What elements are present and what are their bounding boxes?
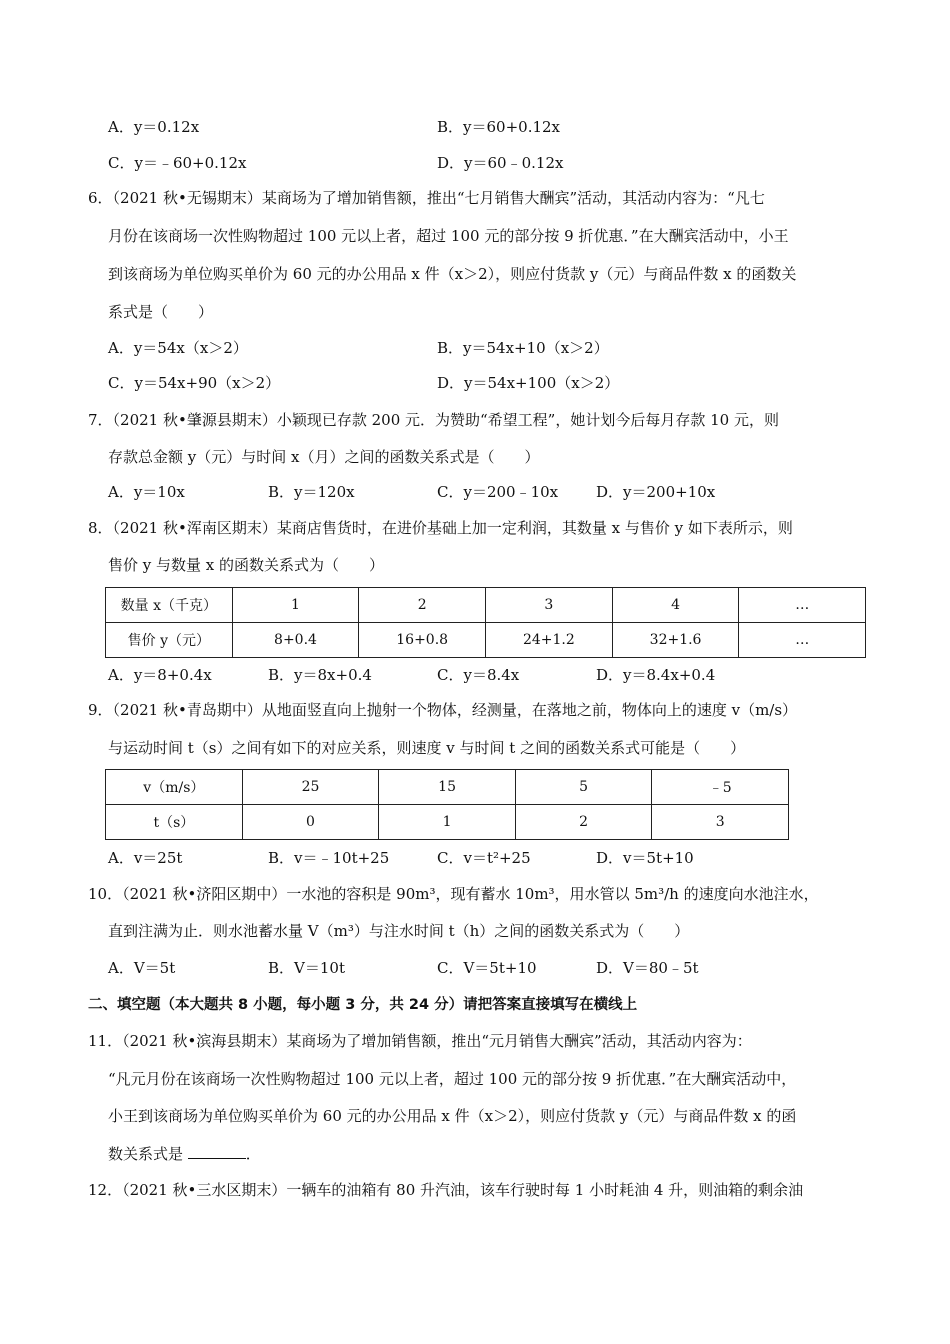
q11-answer-blank[interactable] <box>188 1143 246 1159</box>
q8-cell: 16+0.8 <box>359 623 486 658</box>
q6-option-b: B．y＝54x+10（x＞2） <box>437 339 609 357</box>
q6-option-a: A．y＝54x（x＞2） <box>108 339 248 357</box>
q5-option-a: A．y＝0.12x <box>108 118 200 136</box>
q8-cell: 3 <box>486 588 613 623</box>
q9-line-2: 与运动时间 t（s）之间有如下的对应关系，则速度 v 与时间 t 之间的函数关系式可能是（ ） <box>108 739 746 757</box>
q9-table-row-time <box>106 805 789 840</box>
q9-option-d: D．v＝5t+10 <box>596 849 694 867</box>
q8-cell: 2 <box>359 588 486 623</box>
q11-line-3: 小王到该商场为单位购买单价为 60 元的办公用品 x 件（x＞2），则应付货款 y（元）与商品件数 x 的函 <box>108 1107 797 1125</box>
q8-option-b: B．y＝8x+0.4 <box>268 666 372 684</box>
q9-option-a: A．v＝25t <box>108 849 183 867</box>
q10-option-c: C．V＝5t+10 <box>437 959 537 977</box>
q5-option-d: D．y＝60﹣0.12x <box>437 154 564 172</box>
q7-option-a: A．y＝10x <box>108 483 185 501</box>
q7-line-1: 7．（2021 秋•肇源县期末）小颖现已存款 200 元．为赞助“希望工程”，她计划今后每月存款 10 元，则 <box>88 411 779 429</box>
q8-option-c: C．y＝8.4x <box>437 666 520 684</box>
q6-option-c: C．y＝54x+90（x＞2） <box>108 374 281 392</box>
q6-line-1: 6．（2021 秋•无锡期末）某商场为了增加销售额，推出“七月销售大酬宾”活动，其活动内容为：“凡七 <box>88 189 765 207</box>
q8-cell: 24+1.2 <box>486 623 613 658</box>
q9-cell: 3 <box>652 805 789 840</box>
q8-table <box>105 587 866 658</box>
q9-option-b: B．v＝﹣10t+25 <box>268 849 390 867</box>
q8-cell: … <box>739 588 866 623</box>
q11-line-4-text: 数关系式是 <box>108 1145 184 1163</box>
q8-cell: 售价 y（元） <box>106 623 233 658</box>
q9-cell: t（s） <box>106 805 243 840</box>
q8-table-row-quantity <box>106 588 866 623</box>
q7-option-c: C．y＝200﹣10x <box>437 483 559 501</box>
q8-line-1: 8．（2021 秋•浑南区期末）某商店售货时，在进价基础上加一定利润，其数量 x 与售价 y 如下表所示，则 <box>88 519 793 537</box>
q8-table-row-price <box>106 623 866 658</box>
q9-cell: 1 <box>379 805 516 840</box>
section-2-heading: 二、填空题（本大题共 8 小题，每小题 3 分，共 24 分）请把答案直接填写在横线上 <box>88 997 638 1013</box>
q8-cell: 8+0.4 <box>232 623 359 658</box>
q10-option-a: A．V＝5t <box>108 959 176 977</box>
q10-option-d: D．V＝80﹣5t <box>596 959 699 977</box>
q10-option-b: B．V＝10t <box>268 959 345 977</box>
q9-cell: 2 <box>515 805 652 840</box>
q12-line-1: 12．（2021 秋•三水区期末）一辆车的油箱有 80 升汽油，该车行驶时每 1 小时耗油 4 升，则油箱的剩余油 <box>88 1181 804 1199</box>
q8-cell: 数量 x（千克） <box>106 588 233 623</box>
q10-line-1: 10．（2021 秋•济阳区期中）一水池的容积是 90m³，现有蓄水 10m³，用水管以 5m³/h 的速度向水池注水， <box>88 885 819 903</box>
q6-line-3: 到该商场为单位购买单价为 60 元的办公用品 x 件（x＞2），则应付货款 y（元）与商品件数 x 的函数关 <box>108 265 797 283</box>
q8-cell: 32+1.6 <box>612 623 739 658</box>
q9-cell: v（m/s） <box>106 770 243 805</box>
q9-line-1: 9．（2021 秋•青岛期中）从地面竖直向上抛射一个物体，经测量，在落地之前，物体向上的速度 v（m/s） <box>88 701 798 719</box>
q9-cell: ﹣5 <box>652 770 789 805</box>
q9-table-row-velocity <box>106 770 789 805</box>
q8-option-d: D．y＝8.4x+0.4 <box>596 666 716 684</box>
q9-cell: 15 <box>379 770 516 805</box>
q8-line-2: 售价 y 与数量 x 的函数关系式为（ ） <box>108 556 385 574</box>
q7-option-d: D．y＝200+10x <box>596 483 716 501</box>
q6-line-2: 月份在该商场一次性购物超过 100 元以上者，超过 100 元的部分按 9 折优惠．”在大酬宾活动中，小王 <box>108 227 789 245</box>
q11-line-4 <box>108 1143 261 1164</box>
q11-line-1: 11．（2021 秋•滨海县期末）某商场为了增加销售额，推出“元月销售大酬宾”活动，其活动内容为： <box>88 1032 752 1050</box>
q9-cell: 0 <box>242 805 379 840</box>
q5-option-c: C．y＝﹣60+0.12x <box>108 154 247 172</box>
q10-line-2: 直到注满为止．则水池蓄水量 V（m³）与注水时间 t（h）之间的函数关系式为（ ） <box>108 922 690 940</box>
q5-option-b: B．y＝60+0.12x <box>437 118 561 136</box>
q11-end-punct: ． <box>245 1145 261 1163</box>
q6-line-4: 系式是（ ） <box>108 303 214 321</box>
q8-cell: 1 <box>232 588 359 623</box>
q9-table <box>105 769 789 840</box>
q9-cell: 5 <box>515 770 652 805</box>
q9-option-c: C．v＝t²+25 <box>437 849 531 867</box>
q9-cell: 25 <box>242 770 379 805</box>
q8-cell: 4 <box>612 588 739 623</box>
q8-cell: … <box>739 623 866 658</box>
q6-option-d: D．y＝54x+100（x＞2） <box>437 374 620 392</box>
q7-option-b: B．y＝120x <box>268 483 355 501</box>
q7-line-2: 存款总金额 y（元）与时间 x（月）之间的函数关系式是（ ） <box>108 448 540 466</box>
q8-option-a: A．y＝8+0.4x <box>108 666 212 684</box>
q11-line-2: “凡元月份在该商场一次性购物超过 100 元以上者，超过 100 元的部分按 9 折优惠．”在大酬宾活动中， <box>108 1070 797 1088</box>
